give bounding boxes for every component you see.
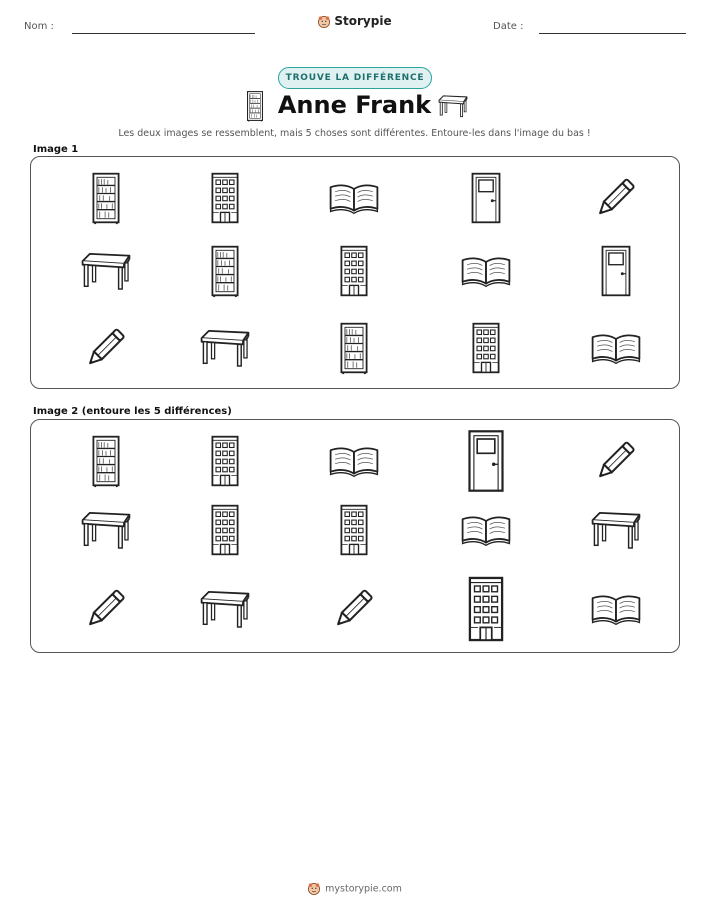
building-icon[interactable] — [205, 503, 245, 557]
table-icon[interactable] — [79, 507, 133, 553]
bookcase-icon[interactable] — [86, 171, 126, 225]
name-field-line[interactable] — [72, 33, 255, 34]
footer — [0, 882, 709, 896]
pencil-icon[interactable] — [591, 436, 641, 486]
brand-name: Storypie — [334, 14, 392, 28]
bookcase-icon[interactable] — [205, 244, 245, 298]
book-icon[interactable] — [589, 329, 643, 367]
table-icon — [437, 92, 469, 120]
page-title: Anne Frank — [277, 91, 432, 119]
name-label: Nom : — [24, 21, 54, 32]
table-icon[interactable] — [79, 248, 133, 294]
door-icon[interactable] — [596, 244, 636, 298]
building-icon[interactable] — [463, 573, 509, 645]
building-icon[interactable] — [205, 434, 245, 488]
book-icon[interactable] — [327, 442, 381, 480]
bookcase-icon[interactable] — [86, 434, 126, 488]
pencil-icon[interactable] — [81, 584, 131, 634]
book-icon[interactable] — [459, 511, 513, 549]
book-icon[interactable] — [327, 179, 381, 217]
image2-label: Image 2 (entoure les 5 différences) — [33, 406, 232, 417]
table-icon[interactable] — [198, 586, 252, 632]
image1-label: Image 1 — [33, 144, 79, 155]
table-icon[interactable] — [198, 325, 252, 371]
bookcase-icon[interactable] — [334, 321, 374, 375]
pencil-icon[interactable] — [81, 323, 131, 373]
badge: TROUVE LA DIFFÉRENCE — [278, 67, 432, 89]
building-icon[interactable] — [205, 171, 245, 225]
storypie-logo-icon — [317, 15, 331, 29]
building-icon[interactable] — [334, 503, 374, 557]
footer-url: mystorypie.com — [325, 883, 402, 895]
date-field-line[interactable] — [539, 33, 686, 34]
storypie-logo-icon — [307, 882, 321, 896]
building-icon[interactable] — [334, 244, 374, 298]
book-icon[interactable] — [589, 590, 643, 628]
instructions: Les deux images se ressemblent, mais 5 choses sont différentes. Entoure-les dans l'image du bas ! — [118, 128, 591, 139]
image1-panel — [30, 156, 680, 389]
door-icon[interactable] — [463, 428, 509, 494]
image2-panel[interactable] — [30, 419, 680, 653]
pencil-icon[interactable] — [329, 584, 379, 634]
door-icon[interactable] — [466, 171, 506, 225]
pencil-icon[interactable] — [591, 173, 641, 223]
building-icon[interactable] — [466, 321, 506, 375]
date-label: Date : — [493, 21, 524, 32]
brand — [0, 14, 709, 29]
table-icon[interactable] — [589, 507, 643, 553]
book-icon[interactable] — [459, 252, 513, 290]
